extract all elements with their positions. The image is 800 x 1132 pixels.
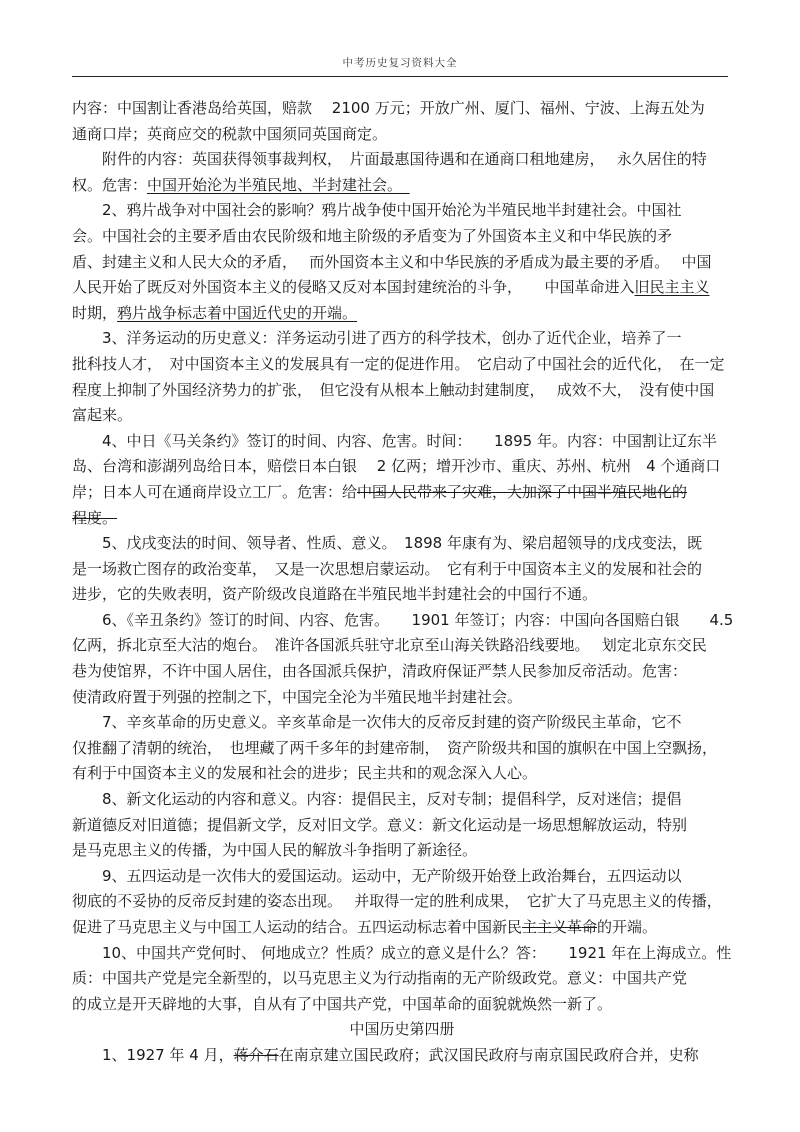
text-line xyxy=(72,736,732,762)
text-span: 岛、台湾和澎湖列岛给日本，赔偿日本白银 2 亿两；增开沙市、重庆、苏州、杭州 4 个通商口 xyxy=(72,457,721,476)
text-span: 的开端。 xyxy=(597,918,658,936)
struck-text: 蒋介石 xyxy=(233,1045,279,1064)
underlined-text xyxy=(395,176,410,194)
text-span: 6、《辛丑条约》签订的时间、内容、危害。 1901 年签订；内容：中国向各国赔白银 4.5 xyxy=(72,610,734,629)
text-span: 巷为使馆界，不许中国人居住，由各国派兵保护，清政府保证严禁人民参加反帝活动。危害： xyxy=(72,662,688,681)
text-line xyxy=(72,454,732,480)
struck-text: 主主义革命 xyxy=(522,918,598,936)
text-span: 促进了马克思主义与中国工人运动的结合。五四运动标志着中国新民 xyxy=(72,918,523,936)
text-span: 权。危害： xyxy=(72,175,148,194)
text-line xyxy=(72,198,732,224)
text-line xyxy=(72,147,732,173)
text-line xyxy=(72,301,732,327)
text-span: 通商口岸；英商应交的税款中国须同英国商定。 xyxy=(72,124,388,143)
text-span: 人民开始了既反对外国资本主义的侵略又反对本国封建统治的斗争， 中国革命进入 xyxy=(72,278,635,297)
text-line xyxy=(72,403,732,429)
text-line xyxy=(72,96,732,122)
text-line xyxy=(72,838,732,864)
text-line xyxy=(72,889,732,915)
text-span: 4、中日《马关条约》签订的时间、内容、危害。时间： 1895 年。内容：中国割让辽东半 xyxy=(72,431,717,450)
text-line xyxy=(72,582,732,608)
text-span: 彻底的不妥协的反帝反封建的姿态出现。 并取得一定的胜利成果， 它扩大了马克思主义的传播， xyxy=(72,892,722,911)
text-line xyxy=(72,685,732,711)
text-line xyxy=(72,378,732,404)
text-span: 进步，它的失败表明，资产阶级改良道路在半殖民地半封建社会的中国行不通。 xyxy=(72,585,598,604)
text-span: 富起来。 xyxy=(72,406,133,425)
text-line xyxy=(72,224,732,250)
underlined-text: 旧民主主义 xyxy=(634,278,710,297)
text-line xyxy=(72,864,732,890)
underlined-text: 鸦片战争标志着中国近代史的开端。 xyxy=(117,303,358,322)
text-line xyxy=(72,761,732,787)
text-span: 7、辛亥革命的历史意义。辛亥革命是一次伟大的反帝反封建的资产阶级民主革命，它不 xyxy=(72,713,682,732)
text-line xyxy=(72,531,732,557)
text-span: 1、1927 年 4 月， xyxy=(72,1045,234,1064)
text-span: 10、中国共产党何时、 何地成立？性质？成立的意义是什么？答： 1921 年在上海成立。性 xyxy=(72,943,732,962)
text-span: 仅推翻了清朝的统治， 也埋藏了两千多年的封建帝制， 资产阶级共和国的旗帜在中国上空飘扬， xyxy=(72,738,718,757)
text-span: 5、戊戌变法的时间、领导者、性质、意义。 1898 年康有为、梁启超领导的戊戌变法，既 xyxy=(72,534,702,553)
text-span: 亿两，拆北京至大沽的炮台。 准许各国派兵驻守北京至山海关铁路沿线要地。 划定北京东交民 xyxy=(72,636,707,655)
text-span: 盾、封建主义和人民大众的矛盾， 而外国资本主义和中华民族的矛盾成为最主要的矛盾。 中国 xyxy=(72,252,712,271)
text-line xyxy=(72,326,732,352)
text-span: 2、鸦片战争对中国社会的影响？鸦片战争使中国开始沦为半殖民地半封建社会。中国社 xyxy=(72,201,682,220)
text-span: 岸；日本人可在通商岸设立工厂。危害：给 xyxy=(72,482,358,501)
text-line xyxy=(72,480,732,506)
text-line xyxy=(72,659,732,685)
text-line xyxy=(72,173,732,199)
struck-text: 中国人民带来了灾难，大加深了中国半殖民地化的 xyxy=(357,482,688,501)
header-rule xyxy=(72,76,728,77)
text-span: 质：中国共产党是完全新型的，以马克思主义为行动指南的无产阶级政党。意义：中国共产党 xyxy=(72,969,688,988)
text-span: 使清政府置于列强的控制之下，中国完全沦为半殖民地半封建社会。 xyxy=(72,687,523,706)
text-span: 程度上抑制了外国经济势力的扩张， 但它没有从根本上触动封建制度， 成效不大， 没有使中国 xyxy=(72,380,715,399)
text-span: 是一场救亡图存的政治变革， 又是一次思想启蒙运动。 它有利于中国资本主义的发展和社会的 xyxy=(72,559,703,578)
text-line xyxy=(72,1043,732,1069)
text-line xyxy=(72,992,732,1018)
text-span: 新道德反对旧道德；提倡新文学，反对旧文学。意义：新文化运动是一场思想解放运动，特别 xyxy=(72,815,688,834)
text-span: 有利于中国资本主义的发展和社会的进步；民主共和的观念深入人心。 xyxy=(72,764,538,783)
page-header: 中考历史复习资料大全 xyxy=(342,57,458,69)
text-span: 9、五四运动是一次伟大的爱国运动。运动中，无产阶级开始登上政治舞台，五四运动以 xyxy=(72,866,682,885)
document-body xyxy=(72,96,732,1069)
text-line xyxy=(72,915,732,941)
text-line xyxy=(72,941,732,967)
struck-text: 程度。 xyxy=(72,508,118,527)
text-line xyxy=(72,429,732,455)
text-span: 在南京建立国民政府；武汉国民政府与南京国民政府合并，史称 xyxy=(278,1045,699,1064)
text-line xyxy=(72,633,732,659)
text-span: 8、新文化运动的内容和意义。内容：提倡民主，反对专制；提倡科学，反对迷信；提倡 xyxy=(72,790,682,809)
section-heading-text: 中国历史第四册 xyxy=(349,1020,455,1039)
text-line xyxy=(72,787,732,813)
text-line xyxy=(72,250,732,276)
text-span: 附件的内容：英国获得领事裁判权， 片面最惠国待遇和在通商口租地建房， 永久居住的特 xyxy=(72,150,707,169)
text-line xyxy=(72,813,732,839)
text-line xyxy=(72,352,732,378)
text-span: 3、洋务运动的历史意义：洋务运动引进了西方的科学技术，创办了近代企业，培养了一 xyxy=(72,329,682,348)
text-span: 是马克思主义的传播，为中国人民的解放斗争指明了新途径。 xyxy=(72,841,478,860)
text-span: 时期， xyxy=(72,303,118,322)
text-span: 内容：中国割让香港岛给英国，赔款 2100 万元；开放广州、厦门、福州、宁波、上海五处为 xyxy=(72,99,705,117)
text-span: 批科技人才， 对中国资本主义的发展具有一定的促进作用。 它启动了中国社会的近代化， 在一定 xyxy=(72,354,725,373)
section-heading xyxy=(72,1017,732,1043)
text-line xyxy=(72,275,732,301)
text-line xyxy=(72,506,732,532)
text-line xyxy=(72,710,732,736)
text-span: 会。中国社会的主要矛盾由农民阶级和地主阶级的矛盾变为了外国资本主义和中华民族的矛 xyxy=(72,226,673,245)
text-line xyxy=(72,557,732,583)
underlined-text: 中国开始沦为半殖民地、半封建社会。 xyxy=(147,175,395,194)
text-line xyxy=(72,608,732,634)
text-line xyxy=(72,122,732,148)
text-line xyxy=(72,966,732,992)
text-span: 的成立是开天辟地的大事，自从有了中国共产党，中国革命的面貌就焕然一新了。 xyxy=(72,994,613,1013)
